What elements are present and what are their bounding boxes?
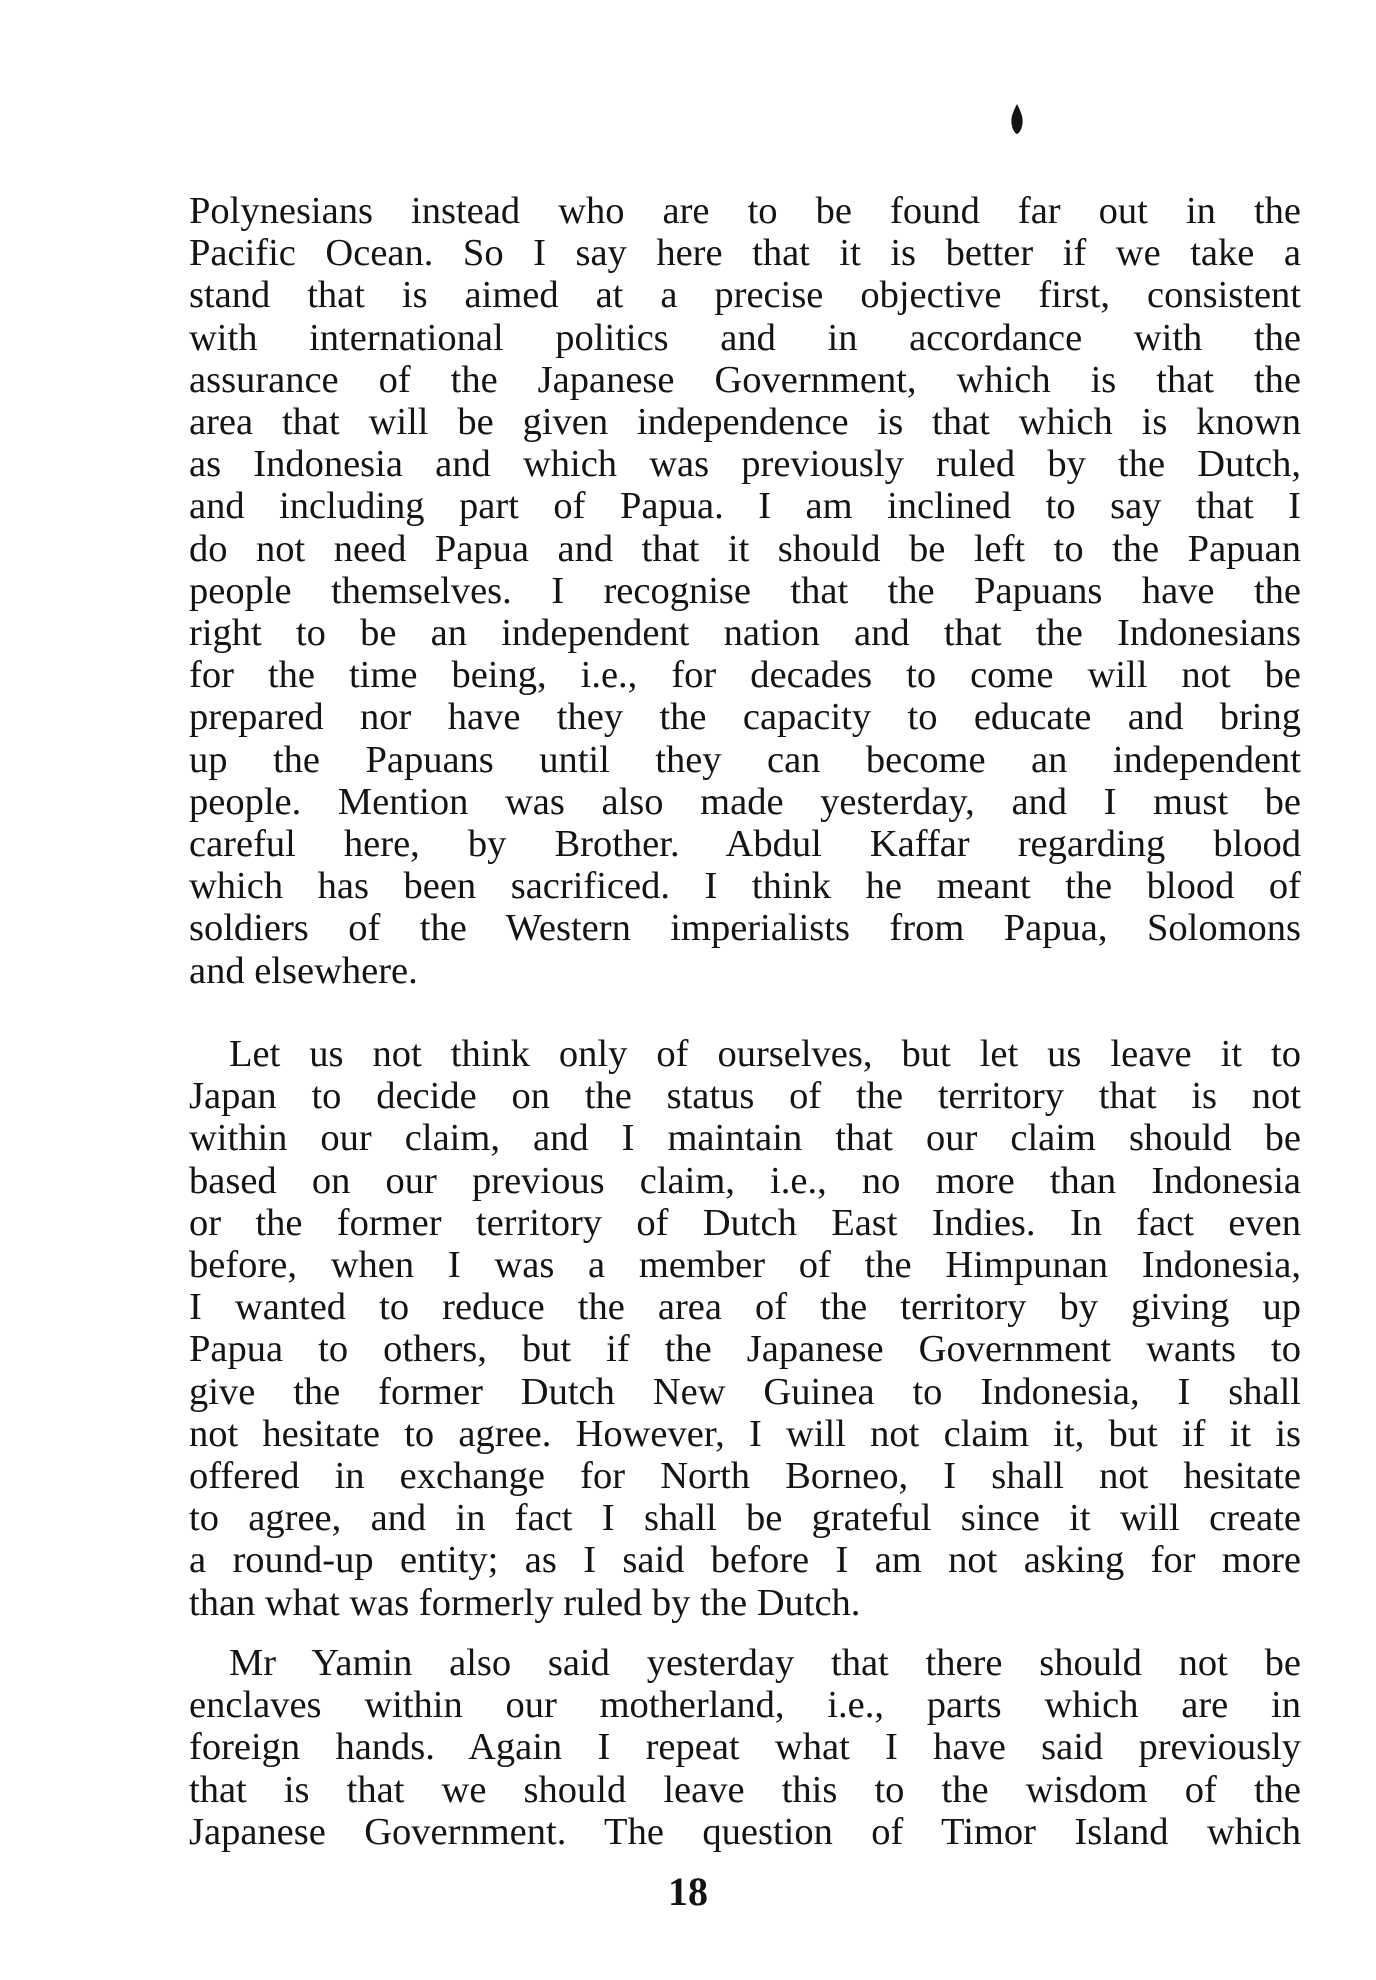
text-line: to agree, and in fact I shall be grateful since it will create bbox=[189, 1497, 1301, 1540]
text-line: before, when I was a member of the Himpunan Indonesia, bbox=[189, 1244, 1301, 1287]
text-line: people. Mention was also made yesterday, and I must be bbox=[189, 780, 1301, 823]
paragraph-3 bbox=[189, 1642, 1301, 1853]
text-line: do not need Papua and that it should be left to the Papuan bbox=[189, 527, 1301, 570]
text-line: within our claim, and I maintain that our claim should be bbox=[189, 1117, 1301, 1160]
text-line: soldiers of the Western imperialists from Papua, Solomons bbox=[189, 907, 1301, 950]
text-line: Let us not think only of ourselves, but let us leave it to bbox=[229, 1033, 1301, 1075]
text-line: give the former Dutch New Guinea to Indonesia, I shall bbox=[189, 1370, 1301, 1413]
text-line: assurance of the Japanese Government, which is that the bbox=[189, 358, 1301, 401]
text-line: Papua to others, but if the Japanese Government wants to bbox=[189, 1328, 1301, 1371]
text-line: careful here, by Brother. Abdul Kaffar regarding blood bbox=[189, 823, 1301, 866]
text-line: area that will be given independence is that which is known bbox=[189, 401, 1301, 444]
text-line: for the time being, i.e., for decades to come will not be bbox=[189, 654, 1301, 697]
text-line: Polynesians instead who are to be found far out in the bbox=[189, 190, 1301, 232]
paragraph-2 bbox=[189, 1033, 1301, 1624]
text-line: people themselves. I recognise that the Papuans have the bbox=[189, 569, 1301, 612]
text-line: foreign hands. Again I repeat what I have said previously bbox=[189, 1726, 1301, 1769]
text-line: right to be an independent nation and that the Indonesians bbox=[189, 612, 1301, 655]
text-line: with international politics and in accordance with the bbox=[189, 316, 1301, 359]
text-line: Japan to decide on the status of the territory that is not bbox=[189, 1075, 1301, 1118]
paragraph-1 bbox=[189, 190, 1301, 992]
text-line: or the former territory of Dutch East Indies. In fact even bbox=[189, 1201, 1301, 1244]
text-line: Japanese Government. The question of Timor Island which bbox=[189, 1810, 1301, 1853]
text-line: not hesitate to agree. However, I will not claim it, but if it is bbox=[189, 1412, 1301, 1455]
text-line: enclaves within our motherland, i.e., parts which are in bbox=[189, 1684, 1301, 1727]
ink-mark-icon bbox=[1010, 104, 1024, 134]
text-line: based on our previous claim, i.e., no more than Indonesia bbox=[189, 1159, 1301, 1202]
text-line: Pacific Ocean. So I say here that it is better if we take a bbox=[189, 232, 1301, 275]
text-line: than what was formerly ruled by the Dutch. bbox=[189, 1581, 861, 1624]
page-number: 18 bbox=[668, 1869, 708, 1914]
text-line: I wanted to reduce the area of the territory by giving up bbox=[189, 1286, 1301, 1329]
text-line: a round-up entity; as I said before I am not asking for more bbox=[189, 1539, 1301, 1582]
text-line: prepared nor have they the capacity to educate and bring bbox=[189, 696, 1301, 739]
text-line: Mr Yamin also said yesterday that there should not be bbox=[229, 1642, 1301, 1684]
text-line: and elsewhere. bbox=[189, 949, 418, 992]
text-line: and including part of Papua. I am inclined to say that I bbox=[189, 485, 1301, 528]
text-line: stand that is aimed at a precise objective first, consistent bbox=[189, 274, 1301, 317]
text-line: that is that we should leave this to the wisdom of the bbox=[189, 1768, 1301, 1811]
text-line: which has been sacrificed. I think he meant the blood of bbox=[189, 865, 1301, 908]
text-line: up the Papuans until they can become an independent bbox=[189, 738, 1301, 781]
text-line: as Indonesia and which was previously ruled by the Dutch, bbox=[189, 443, 1301, 486]
text-line: offered in exchange for North Borneo, I shall not hesitate bbox=[189, 1455, 1301, 1498]
